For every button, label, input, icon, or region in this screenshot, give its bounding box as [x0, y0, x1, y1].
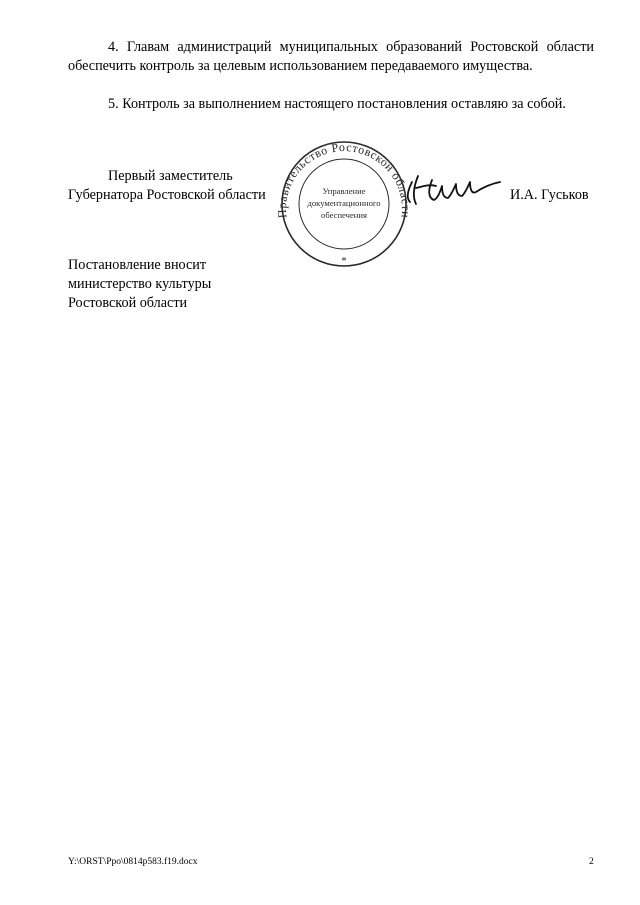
submitted-by-line3: Ростовской области: [68, 295, 188, 311]
paragraph-5: 5. Контроль за выполнением настоящего постановления оставляю за собой.: [108, 96, 566, 112]
page-number: 2: [589, 857, 594, 867]
submitted-by-line2: министерство культуры: [68, 276, 212, 292]
seal-star: *: [341, 255, 347, 267]
seal-inner-line1: Управление: [322, 186, 366, 196]
signatory-title-line1: Первый заместитель: [108, 168, 233, 184]
submitted-by-line1: Постановление вносит: [68, 257, 207, 273]
seal-outer-text: Правительство Ростовской области: [274, 140, 414, 219]
signatory-title-line2: Губернатора Ростовской области: [68, 187, 266, 203]
handwritten-signature: [404, 168, 502, 210]
signatory-name: И.А. Гуськов: [510, 187, 589, 203]
paragraph-4: 4. Главам администраций муниципальных образований Ростовской области обеспечить контроль за целевым использованием передаваемого имущества.: [68, 39, 594, 74]
seal-inner-line3: обеспечения: [321, 210, 367, 220]
seal-inner-line2: документационного: [307, 198, 381, 208]
footer-file-path: Y:\ORST\Ppo\0814p583.f19.docx: [68, 857, 198, 867]
submitted-by-note: [68, 256, 211, 313]
official-seal-stamp: [274, 140, 414, 268]
